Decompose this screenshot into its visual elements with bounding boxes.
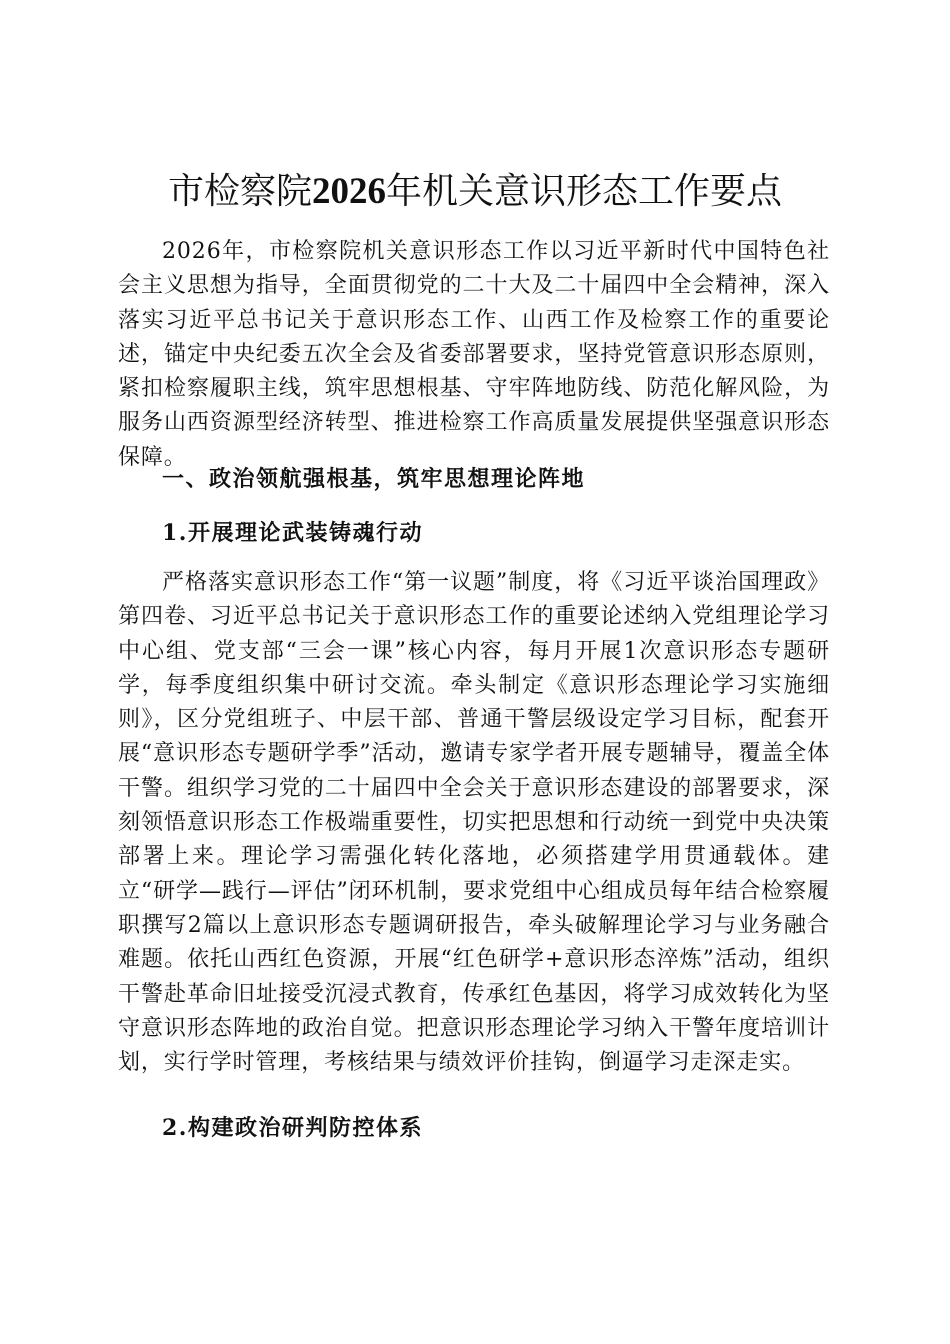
item-1-paragraph: 严格落实意识形态工作“第一议题”制度，将《习近平谈治国理政》第四卷、习近平总书记关于意识形态工作的重要论述纳入党组理论学习中心组、党支部“三会一课”核心内容，每月开展1次意识形态专题研学，每季度组织集中研讨交流。牵头制定《意识形态理论学习实施细则》，区分党组班子、中层干部、普通干警层级设定学习目标，配套开展“意识形态专题研学季”活动，邀请专家学者开展专题辅导，覆盖全体干警。组织学习党的二十届四中全会关于意识形态建设的部署要求，深刻领悟意识形态工作极端重要性，切实把思想和行动统一到党中央决策部署上来。理论学习需强化转化落地，必须搭建学用贯通载体。建立“研学—践行—评估”闭环机制，要求党组中心组成员每年结合检察履职撰写2篇以上意识形态专题调研报告，牵头破解理论学习与业务融合难题。依托山西红色资源，开展“红色研学+意识形态淬炼”活动，组织干警赴革命旧址接受沉浸式教育，传承红色基因，将学习成效转化为坚守意识形态阵地的政治自觉。把意识形态理论学习纳入干警年度培训计划，实行学时管理，考核结果与绩效评价挂钩，倒逼学习走深走实。 xyxy=(118,570,830,1076)
title-suffix: 年机关意识形态工作要点 xyxy=(386,171,783,212)
document-title xyxy=(0,168,950,216)
section-heading-1: 一、政治领航强根基，筑牢思想理论阵地 xyxy=(162,466,586,492)
title-prefix: 市检察院 xyxy=(167,171,312,212)
title-year: 2026 xyxy=(312,171,386,212)
item-heading-2: 2.构建政治研判防控体系 xyxy=(162,1115,423,1141)
intro-paragraph: 2026年，市检察院机关意识形态工作以习近平新时代中国特色社会主义思想为指导，全面贯彻党的二十大及二十届四中全会精神，深入落实习近平总书记关于意识形态工作、山西工作及检察工作的重要论述，锚定中央纪委五次全会及省委部署要求，坚持党管意识形态原则，紧扣检察履职主线，筑牢思想根基、守牢阵地防线、防范化解风险，为服务山西资源型经济转型、推进检察工作高质量发展提供坚强意识形态保障。 xyxy=(118,239,830,470)
item-heading-1: 1.开展理论武装铸魂行动 xyxy=(162,520,423,546)
